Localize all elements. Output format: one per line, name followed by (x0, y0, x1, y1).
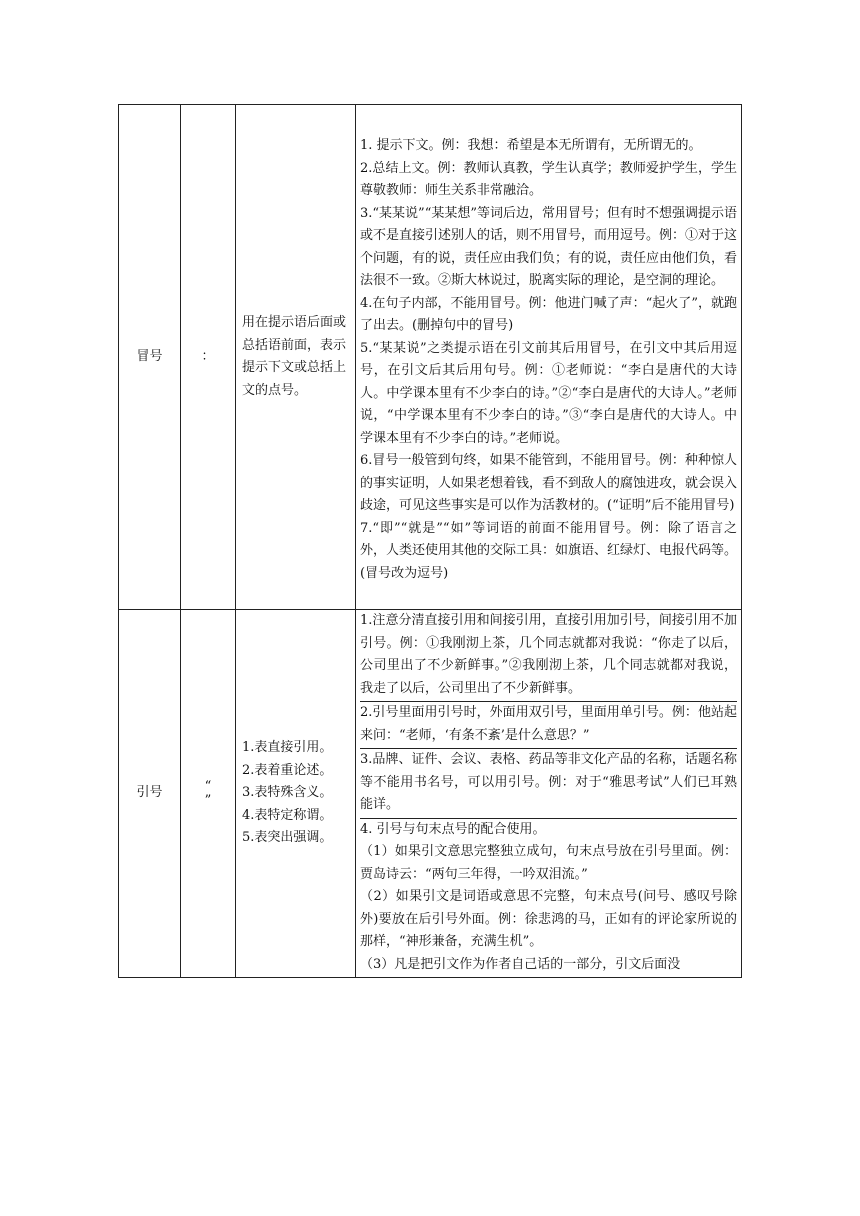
detail-item: 4. 引号与句末点号的配合使用。 (360, 821, 546, 837)
close-quote-glyph: ” (204, 792, 212, 808)
detail-item: 2.引号里面用引号时，外面用双引号，里面用单引号。例：他站起来问：“老师，‘有条不紊’是什么意思？” (360, 702, 737, 749)
punct-name: 冒号 (119, 105, 181, 610)
open-quote-glyph: “ (204, 778, 212, 794)
usage-item: 4.表特定称谓。 (242, 807, 333, 823)
detail-item: 7.“即”“就是”“如”等词语的前面不能用冒号。例：除了语言之外，人类还使用其他的交际工具：如旗语、红绿灯、电报代码等。(冒号改为逗号) (360, 520, 738, 581)
punct-symbol (181, 610, 236, 978)
detail-item: 1. 提示下文。例：我想：希望是本无所谓有，无所谓无的。 (360, 138, 702, 153)
detail-subitem: （2）如果引文是词语或意思不完整，句末点号(问号、感叹号除外)要放在后引号外面。例：徐悲鸿的马，正如有的评论家所说的那样，“神形兼备，充满生机”。 (360, 889, 737, 949)
detail-item: 6.冒号一般管到句终，如果不能管到，不能用冒号。例：种种惊人的事实证明，人如果老想着钱，看不到敌人的腐蚀进攻，就会误入歧途，可见这些事实是可以作为活教材的。(“证明”后不能用冒号) (360, 453, 738, 513)
punct-details (356, 610, 742, 978)
usage-item: 1.表直接引用。 (242, 740, 333, 756)
usage-text: 用在提示语后面或总括语前面，表示提示下文或总括上文的点号。 (242, 315, 347, 398)
punct-symbol: ： (181, 105, 236, 610)
usage-item: 5.表突出强调。 (242, 830, 333, 846)
detail-subitem: （1）如果引文意思完整独立成句，句末点号放在引号里面。例：贾岛诗云：“两句三年得，一吟双泪流。” (360, 844, 737, 882)
usage-item: 2.表着重论述。 (242, 762, 333, 778)
detail-item: 3.“某某说”“某某想”等词后边，常用冒号；但有时不想强调提示语或不是直接引述别人的话，则不用冒号，而用逗号。例：①对于这个问题，有的说，责任应由我们负；有的说，责任应由他们负，看法很不一致。②斯大林说过，脱离实际的理论，是空洞的理论。 (360, 205, 738, 288)
detail-item: 5.“某某说”之类提示语在引文前其后用冒号，在引文中其后用逗号，在引文后其后用句号。例：①老师说：“李白是唐代的大诗人。中学课本里有不少李白的诗。”②“李白是唐代的大诗人。”老师说，“中学课本里有不少李白的诗。”③“李白是唐代的大诗人。中学课本里有不少李白的诗。”老师说。 (360, 340, 737, 446)
punctuation-table (118, 104, 742, 978)
punct-details (356, 105, 742, 610)
usage-item: 3.表特殊含义。 (242, 785, 333, 801)
detail-item-group (360, 819, 737, 978)
table-row (119, 105, 742, 610)
detail-item: 3.品牌、证件、会议、表格、药品等非文化产品的名称，话题名称等不能用书名号，可以用引号。例：对于“雅思考试”人们已耳熟能详。 (360, 749, 737, 819)
detail-subitem: （3）凡是把引文作为作者自己话的一部分，引文后面没 (360, 956, 681, 972)
punct-usage (236, 105, 356, 610)
table-row (119, 610, 742, 978)
punct-usage (236, 610, 356, 978)
detail-item: 1.注意分清直接引用和间接引用，直接引用加引号，间接引用不加引号。例：①我刚沏上茶，几个同志就都对我说：“你走了以后，公司里出了不少新鲜事。”②我刚沏上茶，几个同志就都对我说，我走了以后，公司里出了不少新鲜事。 (360, 610, 737, 702)
detail-item: 4.在句子内部，不能用冒号。例：他进门喊了声：“起火了”，就跑了出去。(删掉句中的冒号) (360, 295, 737, 333)
detail-item: 2.总结上文。例：教师认真教，学生认真学；教师爱护学生，学生尊敬教师：师生关系非常融洽。 (360, 160, 737, 198)
punct-name: 引号 (119, 610, 181, 978)
